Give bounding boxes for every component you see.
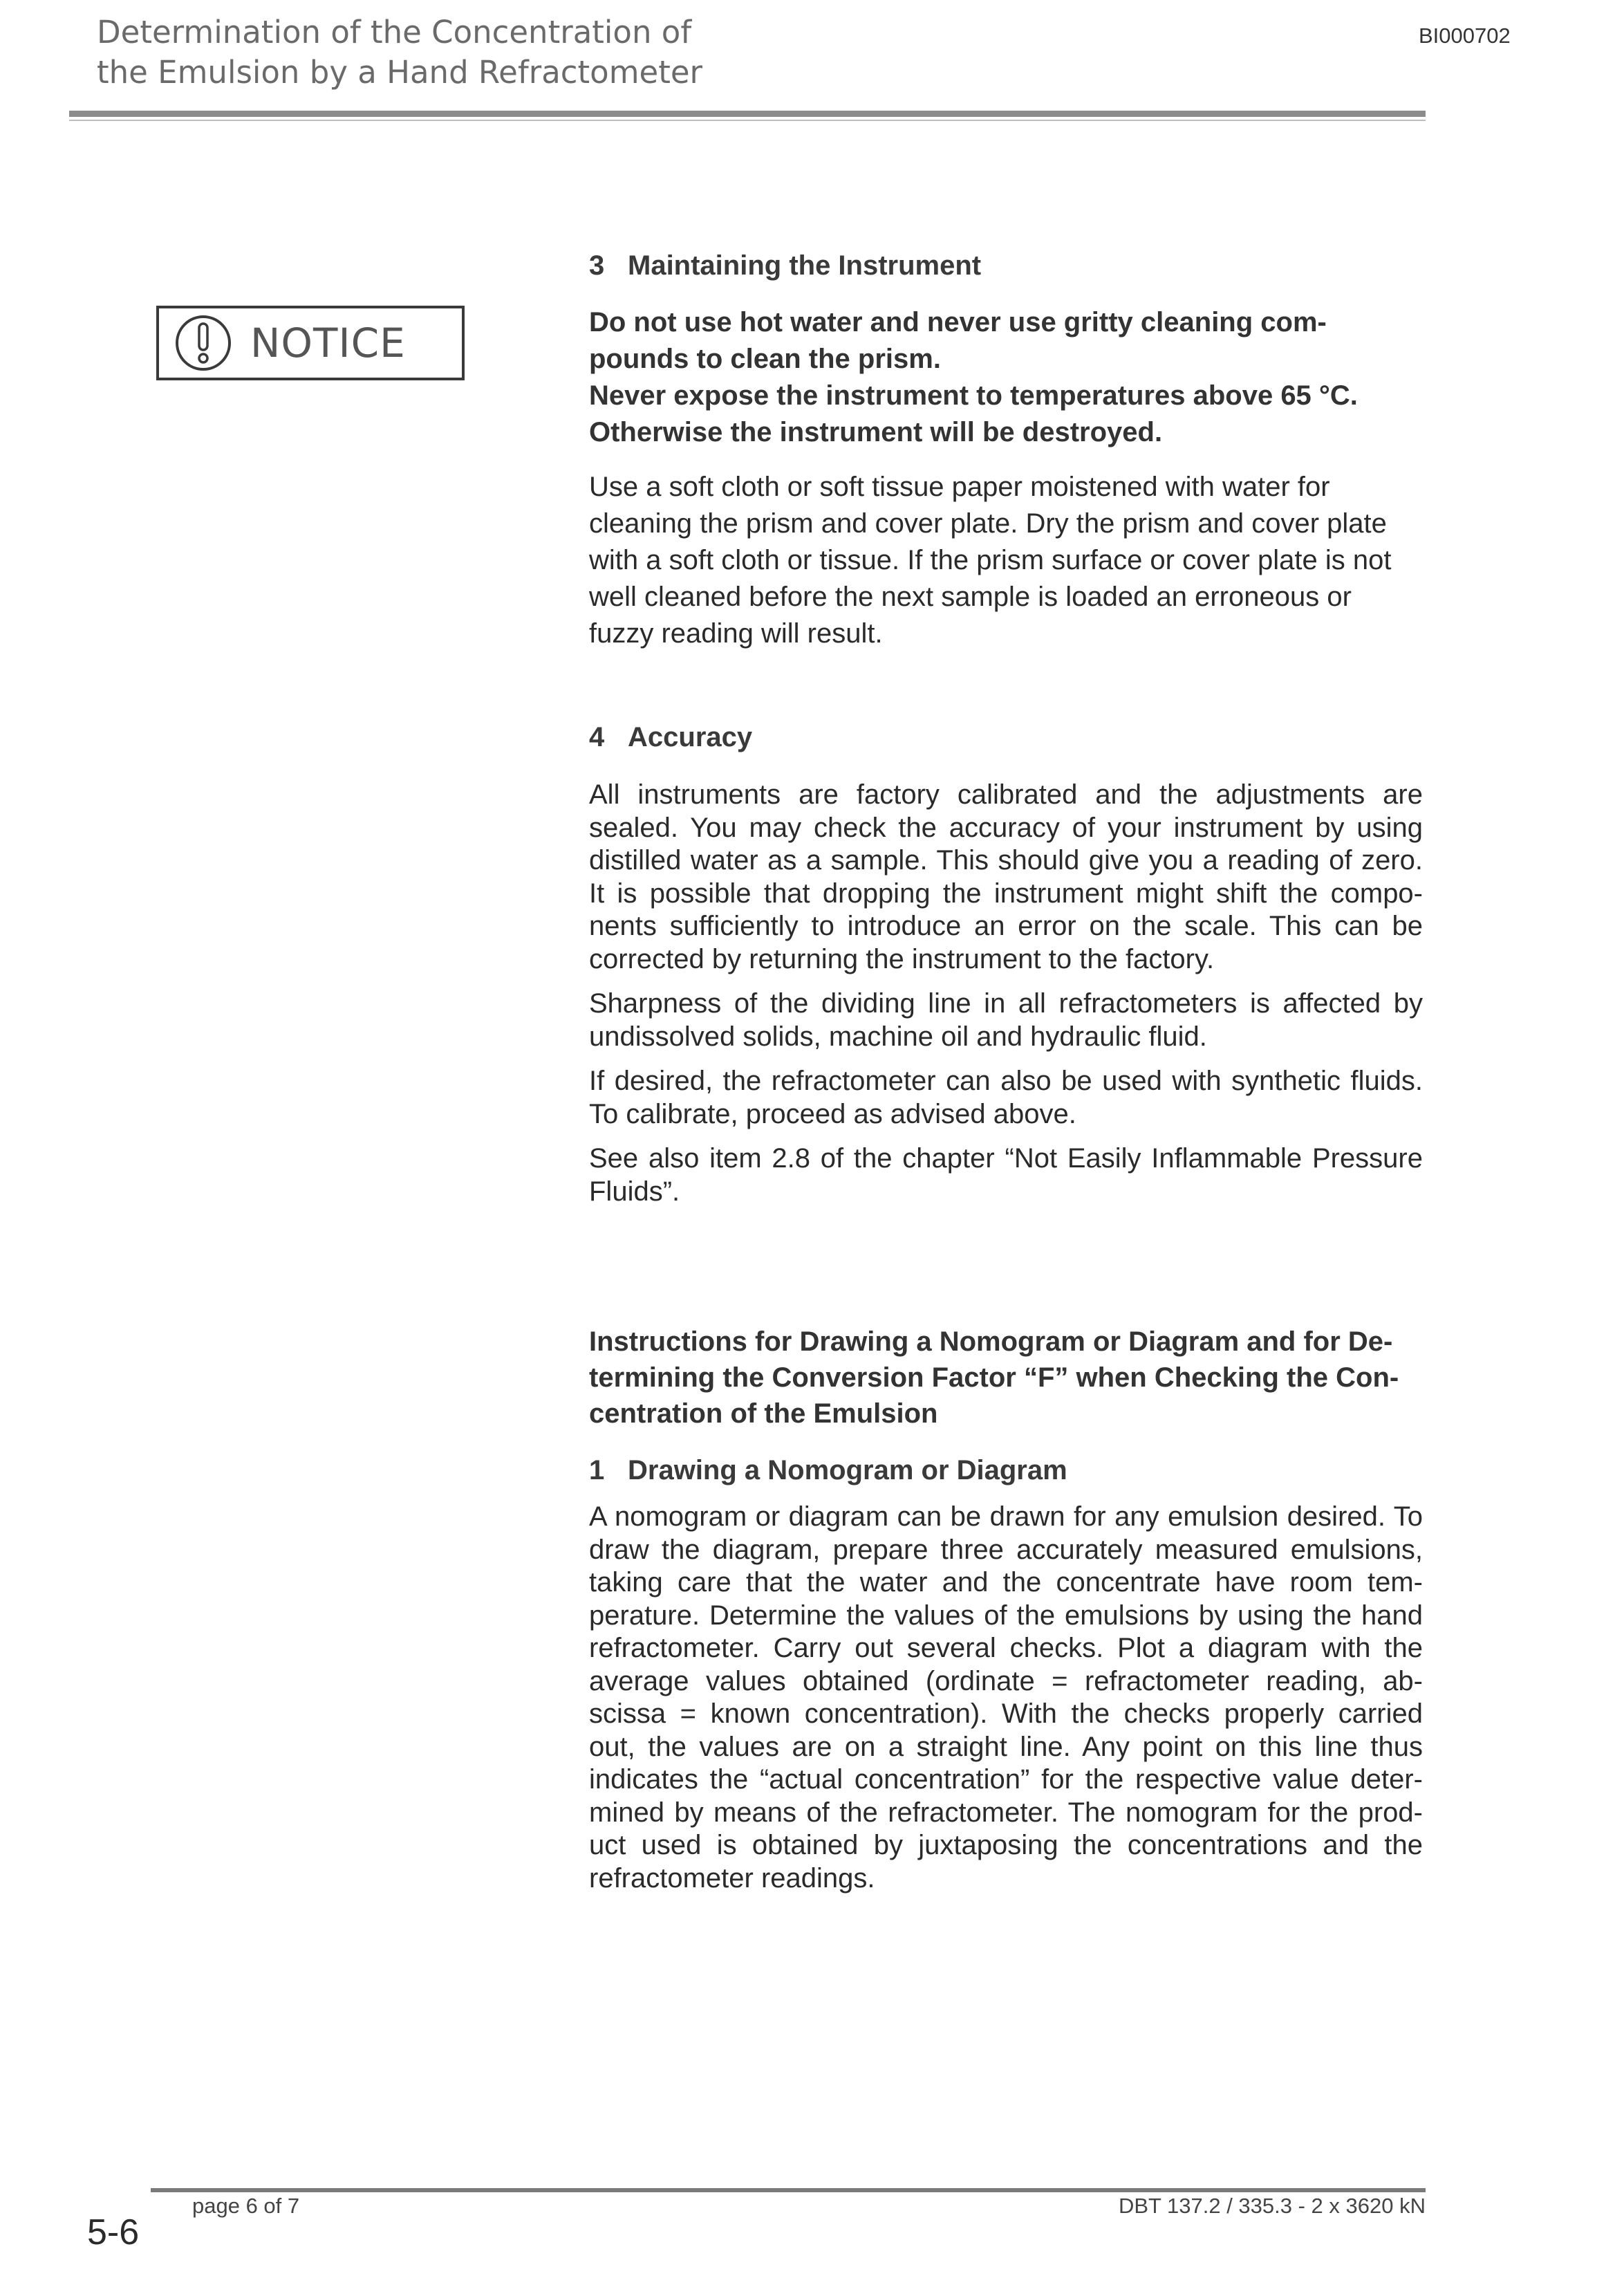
- header-divider: [69, 111, 1426, 117]
- header-title-line-2: the Emulsion by a Hand Refractometer: [97, 54, 703, 91]
- section-3-warning: [589, 304, 1423, 451]
- document-id: BI000702: [1419, 24, 1511, 48]
- section-4-paragraph: All instruments are factory calibrated and the adjustments are sealed. You may check the accuracy of your instrument by using distilled water as a sample. This should give you a reading of zero. It is possible that dropping the instrument might shift the compo-nents sufficiently to introduce an error on the scale. This can be corrected by returning the instrument to the factory.: [589, 779, 1423, 974]
- instructions-heading: [589, 1324, 1423, 1432]
- section-4-paragraph: If desired, the refractometer can also be used with synthetic fluids. To calibrate, proceed as advised above.: [589, 1066, 1423, 1129]
- subsection-1-heading: [589, 1455, 1423, 1486]
- page-header-title: [97, 12, 702, 93]
- instructions-title-line-3: centration of the Emulsion: [589, 1398, 938, 1429]
- footer-page-number: page 6 of 7: [192, 2194, 300, 2218]
- warning-line-3: [589, 378, 1423, 414]
- footer-divider: [151, 2188, 1426, 2192]
- section-3-body-line: with a soft cloth or tissue. If the prism surface or cover plate is not: [589, 545, 1392, 575]
- instructions-title-line-1: Instructions for Drawing a Nomogram or Diagram and for De-: [589, 1326, 1393, 1357]
- instructions-title-line-2: termining the Conversion Factor “F” when Checking the Con-: [589, 1362, 1399, 1393]
- section-4-number: 4: [589, 722, 605, 752]
- warning-line-1: Do not use hot water and never use gritty cleaning com-: [589, 307, 1327, 337]
- chapter-page-number: 5-6: [87, 2212, 140, 2252]
- section-3-body-line: Use a soft cloth or soft tissue paper moistened with water for: [589, 472, 1330, 502]
- subsection-1-body: [589, 1501, 1423, 1895]
- notice-box: [156, 306, 465, 380]
- section-3-heading: [589, 250, 1423, 281]
- warning-line-2: pounds to clean the prism.: [589, 344, 941, 374]
- section-3-title: Maintaining the Instrument: [628, 250, 982, 281]
- subsection-1-title: Drawing a Nomogram or Diagram: [628, 1455, 1067, 1485]
- footer-reference: DBT 137.2 / 335.3 - 2 x 3620 kN: [1118, 2194, 1426, 2218]
- header-title-line-1: Determination of the Concentration of: [97, 14, 692, 50]
- subsection-1-paragraph: A nomogram or diagram can be drawn for any emulsion desired. To draw the diagram, prepare three accurately measured emulsions, taking care that the water and the concentrate have room tem-perature. Determine the values of the emulsions by using the hand refractometer. Carry out several checks. Plot a diagram with the average values obtained (ordinate = refractometer reading, ab-scissa = known concentration). With the checks properly carried out, the values are on a straight line. Any point on this line thus indicates the “actual concentration” for the respective value deter-mined by means of the refractometer. The nomogram for the prod-uct used is obtained by juxtaposing the concentrations and the refractometer readings.: [589, 1501, 1423, 1894]
- section-4-heading: [589, 722, 1423, 753]
- section-3-number: 3: [589, 250, 605, 281]
- subsection-1-number: 1: [589, 1455, 605, 1485]
- section-3-body-line: well cleaned before the next sample is loaded an erroneous or: [589, 582, 1352, 612]
- section-3-body-line: cleaning the prism and cover plate. Dry the prism and cover plate: [589, 508, 1387, 539]
- section-3-body-line: fuzzy reading will result.: [589, 618, 883, 649]
- section-4-body: [589, 779, 1423, 1220]
- section-4-paragraph: Sharpness of the dividing line in all refractometers is affected by undissolved solids, machine oil and hydraulic fluid.: [589, 988, 1423, 1052]
- warning-temperature-unit: °C.: [1318, 380, 1358, 411]
- warning-line-3-text: Never expose the instrument to temperatures above 65: [589, 380, 1319, 411]
- notice-label: NOTICE: [250, 320, 406, 367]
- section-4-title: Accuracy: [628, 722, 753, 752]
- warning-line-4: Otherwise the instrument will be destroyed.: [589, 417, 1163, 447]
- section-3-body: [589, 469, 1423, 652]
- section-4-paragraph: See also item 2.8 of the chapter “Not Easily Inflammable Pressure Fluids”.: [589, 1143, 1423, 1207]
- exclamation-circle-icon: [174, 314, 232, 372]
- header-divider-thin: [69, 120, 1426, 121]
